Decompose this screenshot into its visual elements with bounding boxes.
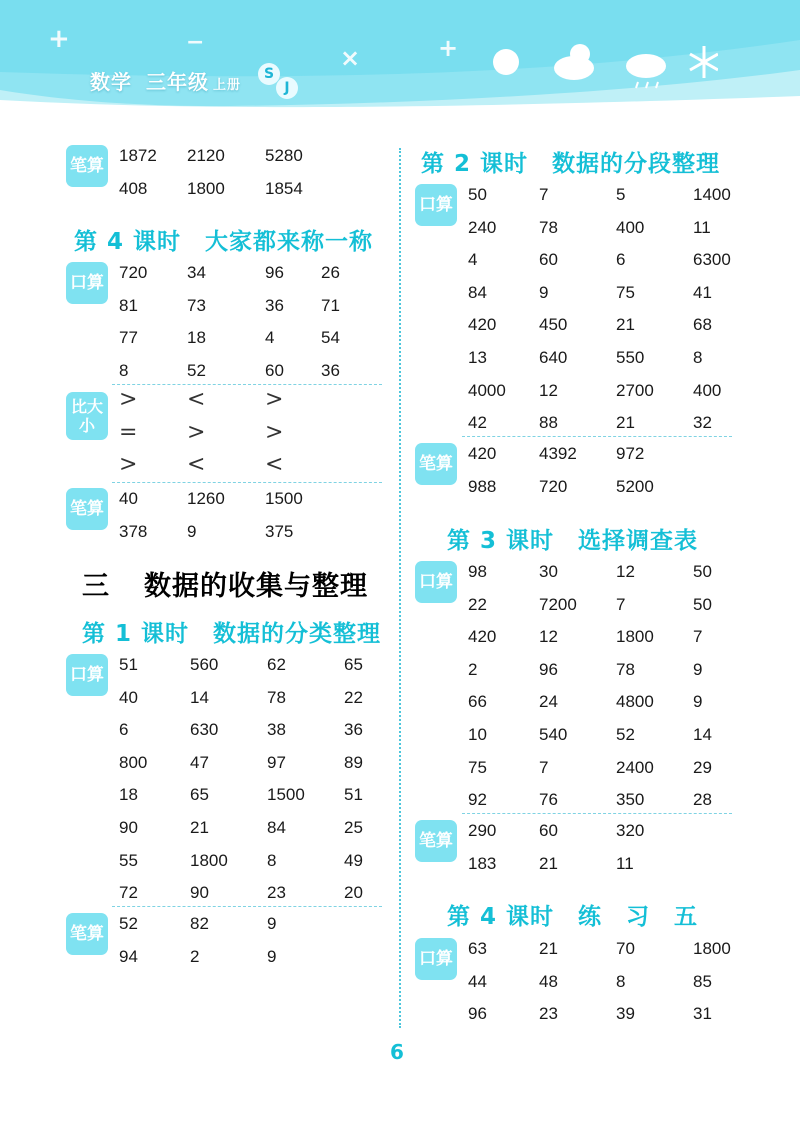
subject-label: 数学 [90, 70, 132, 94]
answer-value: 11 [616, 853, 634, 873]
answer-value: 51 [119, 655, 138, 674]
answer-value: 5200 [616, 476, 654, 496]
lesson-title: 第 2 课时 数据的分段整理 [421, 151, 721, 177]
answer-value: 800 [119, 752, 148, 772]
section-divider [112, 482, 382, 483]
cloud-sun-icon [554, 44, 594, 80]
answer-value: 70 [616, 939, 635, 958]
answer-value: 1872 [119, 146, 157, 165]
answer-value: 8 [119, 360, 129, 380]
comparison-symbol: < [265, 452, 284, 478]
answer-value: 408 [119, 178, 148, 198]
answer-value: 62 [267, 655, 286, 674]
answer-value: 540 [539, 724, 568, 744]
lesson-title: 第 4 课时 大家都来称一称 [74, 229, 374, 255]
answer-value: 640 [539, 347, 568, 367]
oral-calc-tag: 口算 [415, 561, 457, 603]
answer-value: 47 [190, 752, 209, 772]
answer-value: 988 [468, 476, 497, 496]
answer-value: 82 [190, 914, 209, 933]
column-divider [399, 148, 401, 1028]
answer-value: 6 [616, 250, 626, 270]
answer-value: 5 [616, 185, 626, 204]
answer-value: 29 [693, 757, 712, 777]
answer-value: 12 [539, 627, 558, 647]
answer-value: 32 [693, 413, 712, 433]
answer-value: 36 [344, 720, 363, 740]
answer-value: 89 [344, 752, 363, 772]
written-calc-tag: 笔算 [415, 820, 457, 862]
answer-value: 320 [616, 821, 645, 840]
answer-value: 25 [344, 817, 363, 837]
answer-value: 10 [468, 724, 487, 744]
snowflake-icon [690, 46, 718, 78]
answer-value: 4800 [616, 692, 654, 712]
answer-value: 22 [344, 687, 363, 707]
answer-value: 52 [119, 914, 138, 933]
answer-value: 50 [468, 185, 487, 204]
answer-value: 50 [693, 594, 712, 614]
answer-value: 400 [693, 380, 722, 400]
section-divider [112, 906, 382, 907]
answer-value: 9 [693, 659, 703, 679]
answer-value: 50 [693, 562, 712, 581]
answer-value: 6 [119, 720, 129, 740]
cloud-rain-icon [626, 54, 666, 88]
answer-value: 54 [321, 328, 340, 348]
written-calc-tag: 笔算 [415, 443, 457, 485]
answer-value: 60 [539, 250, 558, 270]
answer-value: 972 [616, 444, 645, 463]
answer-value: 96 [539, 659, 558, 679]
plus-icon: + [48, 24, 70, 54]
answer-value: 40 [119, 489, 138, 508]
answer-value: 30 [539, 562, 558, 581]
lesson-title: 第 4 课时 练 习 五 [447, 904, 699, 930]
answer-value: 98 [468, 562, 487, 581]
answer-value: 1800 [693, 939, 731, 958]
answer-value: 375 [265, 521, 294, 541]
answer-value: 420 [468, 315, 497, 335]
answer-value: 22 [468, 594, 487, 614]
answer-value: 63 [468, 939, 487, 958]
answer-value: 88 [539, 413, 558, 433]
answer-value: 12 [616, 562, 635, 581]
answer-value: 13 [468, 347, 487, 367]
section-divider [462, 813, 732, 814]
answer-value: 36 [321, 360, 340, 380]
answer-value: 9 [693, 692, 703, 712]
comparison-symbol: > [265, 387, 284, 412]
answer-value: 18 [187, 328, 206, 348]
chapter-title [82, 564, 368, 603]
answer-value: 7 [616, 594, 626, 614]
plus-icon: + [438, 34, 459, 62]
written-calc-tag: 笔算 [66, 913, 108, 955]
comparison-symbol: > [187, 419, 206, 445]
answer-value: 23 [539, 1004, 558, 1024]
answer-value: 378 [119, 521, 148, 541]
oral-calc-tag: 口算 [415, 938, 457, 980]
answer-value: 75 [616, 282, 635, 302]
page-number: 6 [390, 1040, 404, 1064]
comparison-symbol: > [119, 387, 138, 412]
answer-value: 21 [539, 939, 558, 958]
answer-value: 630 [190, 720, 219, 740]
answer-value: 36 [265, 295, 284, 315]
answer-value: 420 [468, 627, 497, 647]
section-divider [112, 384, 382, 385]
written-calc-tag: 笔算 [66, 145, 108, 187]
answer-value: 2700 [616, 380, 654, 400]
answer-value: 550 [616, 347, 645, 367]
answer-value: 6300 [693, 250, 731, 270]
answer-value: 4000 [468, 380, 506, 400]
edition-badge-j: J [276, 77, 298, 99]
answer-value: 60 [265, 360, 284, 380]
answer-value: 65 [344, 655, 363, 674]
volume-label: 上册 [213, 78, 242, 93]
answer-value: 20 [344, 883, 363, 903]
answer-value: 94 [119, 946, 138, 966]
answer-value: 49 [344, 850, 363, 870]
lesson-title: 第 3 课时 选择调查表 [447, 528, 699, 554]
answer-value: 23 [267, 883, 286, 903]
answer-value: 9 [187, 521, 197, 541]
answer-value: 75 [468, 757, 487, 777]
answer-value: 26 [321, 263, 340, 282]
answer-value: 97 [267, 752, 286, 772]
answer-value: 4 [468, 250, 478, 270]
answer-value: 5280 [265, 146, 303, 165]
comparison-symbol: > [265, 419, 284, 445]
answer-value: 2120 [187, 146, 225, 165]
answer-value: 41 [693, 282, 712, 302]
answer-value: 7200 [539, 594, 577, 614]
answer-value: 77 [119, 328, 138, 348]
answer-value: 7 [539, 185, 549, 204]
answer-value: 44 [468, 971, 487, 991]
answer-value: 1500 [265, 489, 303, 508]
answer-value: 76 [539, 790, 558, 810]
answer-value: 9 [267, 946, 277, 966]
answer-value: 78 [616, 659, 635, 679]
comparison-symbol: > [119, 452, 138, 478]
answer-value: 14 [190, 687, 209, 707]
answer-value: 14 [693, 724, 712, 744]
answer-value: 21 [539, 853, 558, 873]
answer-value: 1854 [265, 178, 303, 198]
sun-icon [493, 49, 519, 75]
weather-icons [488, 38, 718, 98]
answer-value: 96 [468, 1004, 487, 1024]
grade-label: 三年级 [146, 70, 209, 94]
answer-value: 65 [190, 785, 209, 805]
times-icon: × [340, 44, 361, 72]
answer-value: 52 [187, 360, 206, 380]
answer-value: 1800 [190, 850, 228, 870]
answer-value: 4 [265, 328, 275, 348]
answer-value: 55 [119, 850, 138, 870]
answer-value: 4392 [539, 444, 577, 463]
chapter-number: 三 [82, 571, 110, 602]
page-header [0, 0, 800, 120]
answer-value: 9 [539, 282, 549, 302]
lesson-title: 第 1 课时 数据的分类整理 [82, 621, 382, 647]
answer-value: 1400 [693, 185, 731, 204]
book-title [90, 66, 241, 95]
answer-value: 31 [693, 1004, 712, 1024]
answer-value: 2 [190, 946, 200, 966]
answer-value: 28 [693, 790, 712, 810]
answer-value: 8 [267, 850, 277, 870]
answer-value: 96 [265, 263, 284, 282]
answer-value: 21 [190, 817, 209, 837]
section-divider [462, 436, 732, 437]
answer-value: 11 [693, 217, 711, 237]
answer-value: 38 [267, 720, 286, 740]
answer-value: 84 [267, 817, 286, 837]
answer-value: 350 [616, 790, 645, 810]
answer-value: 66 [468, 692, 487, 712]
answer-value: 240 [468, 217, 497, 237]
answer-value: 34 [187, 263, 206, 282]
answer-value: 2400 [616, 757, 654, 777]
answer-value: 73 [187, 295, 206, 315]
written-calc-tag: 笔算 [66, 488, 108, 530]
answer-value: 8 [616, 971, 626, 991]
answer-value: 51 [344, 785, 363, 805]
comparison-symbol: = [119, 419, 138, 445]
answer-value: 7 [539, 757, 549, 777]
answer-value: 183 [468, 853, 497, 873]
edition-badge-s: S [258, 63, 280, 85]
minus-icon: − [186, 30, 205, 55]
answer-value: 72 [119, 883, 138, 903]
answer-value: 90 [190, 883, 209, 903]
answer-value: 85 [693, 971, 712, 991]
chapter-name: 数据的收集与整理 [144, 571, 368, 602]
answer-value: 1500 [267, 785, 305, 805]
answer-value: 450 [539, 315, 568, 335]
comparison-symbol: < [187, 452, 206, 478]
answer-value: 2 [468, 659, 478, 679]
answer-value: 21 [616, 315, 635, 335]
answer-value: 18 [119, 785, 138, 805]
answer-value: 720 [119, 263, 148, 282]
answer-value: 1800 [187, 178, 225, 198]
answer-value: 400 [616, 217, 645, 237]
answer-value: 24 [539, 692, 558, 712]
answer-value: 21 [616, 413, 635, 433]
answer-value: 8 [693, 347, 703, 367]
oral-calc-tag: 口算 [415, 184, 457, 226]
answer-value: 1260 [187, 489, 225, 508]
answer-value: 90 [119, 817, 138, 837]
comparison-symbol: < [187, 387, 206, 412]
answer-value: 84 [468, 282, 487, 302]
answer-value: 720 [539, 476, 568, 496]
answer-value: 78 [267, 687, 286, 707]
answer-value: 60 [539, 821, 558, 840]
answer-value: 68 [693, 315, 712, 335]
answer-value: 92 [468, 790, 487, 810]
answer-value: 9 [267, 914, 277, 933]
answer-value: 39 [616, 1004, 635, 1024]
answer-value: 78 [539, 217, 558, 237]
oral-calc-tag: 口算 [66, 262, 108, 304]
answer-value: 290 [468, 821, 497, 840]
answer-value: 81 [119, 295, 138, 315]
answer-value: 71 [321, 295, 340, 315]
answer-value: 52 [616, 724, 635, 744]
answer-value: 560 [190, 655, 219, 674]
oral-calc-tag: 口算 [66, 654, 108, 696]
answer-value: 48 [539, 971, 558, 991]
answer-value: 42 [468, 413, 487, 433]
compare-tag: 比大小 [66, 392, 108, 440]
answer-value: 7 [693, 627, 703, 647]
answer-value: 1800 [616, 627, 654, 647]
answer-value: 40 [119, 687, 138, 707]
answer-value: 420 [468, 444, 497, 463]
answer-value: 12 [539, 380, 558, 400]
